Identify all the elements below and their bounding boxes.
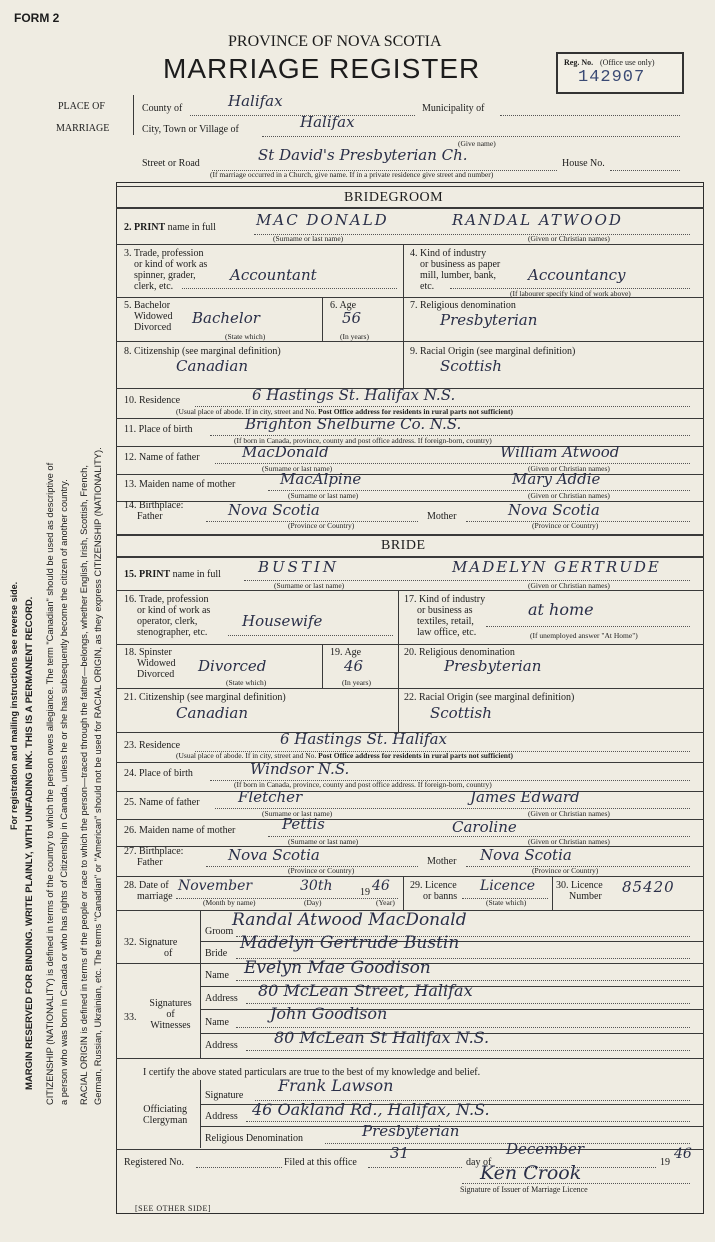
f5-line1: 5. Bachelor [124,300,171,311]
bride-religion: Presbyterian [444,657,542,675]
issuer-signature: Ken Crook [480,1162,582,1184]
f16-line1: 16. Trade, profession [124,594,209,605]
groom-surname: MAC DONALD [256,211,389,229]
margin-definition-4: German, Russian, Ukrainian, etc. The terms "Canadian" or "American" should not be used for RACIAL ORIGIN, as they express CITIZENSHIP (NATIONALITY). [93,447,103,1105]
bride-mother-given: Caroline [452,818,517,836]
filed-year: 46 [674,1146,692,1162]
clergy-label-line2: Clergyman [143,1115,188,1126]
f24-label: 24. Place of birth [124,768,193,779]
bride-citizenship: Canadian [176,704,249,722]
f33-num: 33. [124,1012,137,1023]
f6-label: 6. Age [330,300,357,311]
denomination-label: Religious Denomination [205,1133,304,1144]
residence-note: (Usual place of abode. If in city, street and No. [176,407,317,416]
f4-line4: etc. [420,281,435,292]
bride-mother-given-note: (Given or Christian names) [528,837,610,846]
mother-given-note: (Given or Christian names) [528,491,610,500]
clergy-signature-label: Signature [205,1090,244,1101]
street-note: (If marriage occurred in a Church, give name. If in a private residence give street and number) [210,170,494,179]
f7-label: 7. Religious denomination [410,300,516,311]
f11-label: 11. Place of birth [124,424,193,435]
street-label: Street or Road [142,158,200,169]
bride-residence: 6 Hastings St. Halifax [280,730,447,748]
bride-given-names: MADELYN GERTRUDE [452,558,661,576]
licence-type: Licence [480,878,536,894]
county-value: Halifax [228,92,283,110]
day-of-label: day of [466,1157,492,1168]
bride-years-note: (In years) [342,678,371,687]
groom-religion: Presbyterian [440,311,538,329]
form-label: FORM 2 [14,11,60,25]
margin-definition-2: a person who was born in Canada or who has rights of Citizenship in Canada, unless he or she has subsequently become the citizen of another country. [59,479,69,1105]
groom-father-given: William Atwood [500,443,620,461]
bride-birth-note: (If born in Canada, province, county and post office address. If foreign-born, country) [234,780,492,789]
f17-line2: or business as [417,605,473,616]
day-note: (Day) [304,898,322,907]
marriage-year-prefix: 19 [360,887,370,898]
surname-note: (Surname or last name) [273,234,344,243]
mother-province-note: (Province or Country) [532,521,599,530]
margin-definition-1: CITIZENSHIP (NATIONALITY) is defined in terms of the country to which the person owes allegiance. The term "Canadian" should be used as descriptive of [45,462,55,1105]
bride-racial-origin: Scottish [430,704,492,722]
groom-mother-birthplace: Nova Scotia [508,501,600,519]
f9-label: 9. Racial Origin (see marginal definition) [410,346,576,357]
bride-trade: Housewife [242,612,323,630]
groom-residence: 6 Hastings St. Halifax N.S. [252,386,456,404]
bride-given-note: (Given or Christian names) [528,581,610,590]
groom-father-birthplace: Nova Scotia [228,501,320,519]
filed-month: December [506,1140,585,1158]
father-given-note: (Given or Christian names) [528,464,610,473]
marriage-month: November [178,878,253,894]
f12-label: 12. Name of father [124,452,200,463]
f16-line4: stenographer, etc. [137,627,208,638]
witness1-address-label: Address [205,993,238,1004]
bride-residence-note: (Usual place of abode. If in city, street and No. [176,751,317,760]
groom-mother-label: Mother [427,511,457,522]
clergy-label-line1: Officiating [143,1104,187,1115]
f18-line1: 18. Spinster [124,647,172,658]
bridegroom-heading: BRIDEGROOM [344,190,444,205]
groom-given-names: RANDAL ATWOOD [452,211,623,229]
bride-mother-surname: Pettis [282,815,325,833]
f10-label: 10. Residence [124,395,181,406]
f18-line2: Widowed [137,658,176,669]
province-heading: PROVINCE OF NOVA SCOTIA [228,33,442,50]
marriage-year: 46 [372,878,390,894]
bride-father-given: James Edward [470,788,580,806]
clergy-signature: Frank Lawson [278,1076,394,1095]
f33-line3: Witnesses [150,1020,191,1031]
bride-residence-note-bold: Post Office address for residents in rural parts not sufficient) [318,751,513,760]
groom-signature: Randal Atwood MacDonald [232,910,467,930]
certify-statement: I certify the above stated particulars are true to the best of my knowledge and belief. [143,1067,481,1078]
margin-instructions-1: For registration and mailing instructions see reverse side. [9,581,19,830]
issuer-label: Signature of Issuer of Marriage Licence [460,1185,588,1194]
witness2-name: John Goodison [270,1004,388,1023]
f28-line1: 28. Date of [124,880,169,891]
see-other-side: [SEE OTHER SIDE] [135,1204,211,1213]
groom-age: 56 [342,309,362,327]
f14-line1: 14. Birthplace: [124,500,184,511]
f21-label: 21. Citizenship (see marginal definition) [124,692,286,703]
city-label: City, Town or Village of [142,124,239,135]
place-of-label: PLACE OF [58,101,105,112]
groom-trade: Accountant [230,266,317,284]
bride-sig-label: Bride [205,948,228,959]
f32-line1: 32. Signature [124,937,178,948]
reg-no-note: (Office use only) [600,58,655,67]
bride-status: Divorced [198,657,267,675]
year-note: (Year) [376,898,395,907]
city-value: Halifax [300,113,355,131]
bride-mother-surname-note: (Surname or last name) [288,837,359,846]
registered-no-label: Registered No. [124,1157,184,1168]
reg-no-value: 142907 [578,68,646,87]
witness2-name-label: Name [205,1017,229,1028]
bride-state-note: (State which) [226,678,267,687]
bride-signature: Madelyn Gertrude Bustin [240,933,460,953]
witness1-name: Evelyn Mae Goodison [244,958,431,978]
month-note: (Month by name) [203,898,256,907]
father-province-note: (Province or Country) [288,521,355,530]
f13-label: 13. Maiden name of mother [124,479,236,490]
bride-birthplace: Windsor N.S. [250,760,350,778]
marriage-day: 30th [300,878,333,894]
witness1-address: 80 McLean Street, Halifax [258,981,473,1000]
house-no-label: House No. [562,158,605,169]
labourer-note: (If labourer specify kind of work above) [510,289,631,298]
f33-line2: of [166,1009,175,1020]
birth-note: (If born in Canada, province, county and post office address. If foreign-born, country) [234,436,492,445]
f16-line3: operator, clerk, [137,616,198,627]
bride-father-birthplace: Nova Scotia [228,846,320,864]
bride-father-surname: Fletcher [238,788,303,806]
clergy-address: 46 Oakland Rd., Halifax, N.S. [252,1100,490,1119]
f5-line3: Divorced [134,322,172,333]
f16-line2: or kind of work as [137,605,211,616]
reg-no-label: Reg. No. [564,58,594,67]
marriage-label: MARRIAGE [56,123,110,134]
groom-citizenship: Canadian [176,357,249,375]
groom-mother-surname: MacAlpine [280,470,362,488]
f25-label: 25. Name of father [124,797,200,808]
groom-status: Bachelor [192,309,260,327]
father-surname-note: (Surname or last name) [262,464,333,473]
f29-line1: 29. Licence [410,880,457,891]
unemployed-note: (If unemployed answer "At Home") [530,631,638,640]
f32-line2: of [164,948,173,959]
f28-line2: marriage [137,891,173,902]
clergy-address-label: Address [205,1111,238,1122]
bride-age: 46 [344,657,364,675]
groom-mother-given: Mary Addie [512,470,601,488]
years-note: (In years) [340,332,369,341]
f30-line2: Number [569,891,602,902]
f17-line3: textiles, retail, [417,616,474,627]
f22-label: 22. Racial Origin (see marginal definition) [404,692,575,703]
licence-note: (State which) [486,898,527,907]
f3-line3: spinner, grader, [134,270,196,281]
bride-mother-label: Mother [427,856,457,867]
f30-line1: 30. Licence [556,880,603,891]
licence-number: 85420 [622,878,675,896]
mother-surname-note: (Surname or last name) [288,491,359,500]
f26-label: 26. Maiden name of mother [124,825,236,836]
f23-label: 23. Residence [124,740,181,751]
f17-line4: law office, etc. [417,627,477,638]
f33-line1: Signatures [149,998,192,1009]
margin-instructions-2: MARGIN RESERVED FOR BINDING. WRITE PLAINLY, WITH UNFADING INK. THIS IS A PERMANENT RECORD. [24,596,35,1090]
street-value: St David's Presbyterian Ch. [258,146,468,164]
filed-day: 31 [390,1144,410,1162]
groom-birthplace: Brighton Shelburne Co. N.S. [245,415,462,433]
groom-racial-origin: Scottish [440,357,502,375]
f18-line3: Divorced [137,669,175,680]
clergy-denomination: Presbyterian [362,1122,460,1140]
f3-line4: clerk, etc. [134,281,174,292]
f4-line1: 4. Kind of industry [410,248,487,259]
f19-label: 19. Age [330,647,362,658]
margin-definition-3: RACIAL ORIGIN is defined in terms of the people or race to which the person—traced through the father—belongs, whether English, Irish, Scottish, French, [79,465,89,1105]
filed-label: Filed at this office [284,1157,357,1168]
f15-label: name in full [172,569,221,580]
bride-father-given-note: (Given or Christian names) [528,809,610,818]
registration-number-box [556,52,684,94]
state-note: (State which) [225,332,266,341]
residence-note-bold: Post Office address for residents in rural parts not sufficient) [318,407,513,416]
bride-father-surname-note: (Surname or last name) [262,809,333,818]
f17-line1: 17. Kind of industry [404,594,486,605]
f8-label: 8. Citizenship (see marginal definition) [124,346,281,357]
page-title: MARRIAGE REGISTER [163,53,481,84]
f2-label: name in full [167,222,216,233]
county-label: County of [142,103,183,114]
bride-surname-note: (Surname or last name) [274,581,345,590]
bride-father-province-note: (Province or Country) [288,866,355,875]
f15-print-label: 15. PRINT [124,569,171,580]
bride-surname: BUSTIN [258,558,339,576]
bride-heading: BRIDE [381,538,426,553]
f2-print-label: 2. PRINT [124,222,166,233]
f14-line2: Father [137,511,163,522]
groom-industry: Accountancy [528,266,626,284]
witness2-address-label: Address [205,1040,238,1051]
f27-line2: Father [137,857,163,868]
given-note: (Given or Christian names) [528,234,610,243]
f4-line2: or business as paper [420,259,501,270]
f3-line1: 3. Trade, profession [124,248,204,259]
filed-year-prefix: 19 [660,1157,670,1168]
witness1-name-label: Name [205,970,229,981]
f27-line1: 27. Birthplace: [124,846,184,857]
f29-line2: or banns [423,891,458,902]
municipality-label: Municipality of [422,103,485,114]
f4-line3: mill, lumber, bank, [420,270,496,281]
give-name-note: (Give name) [458,139,496,148]
witness2-address: 80 McLean St Halifax N.S. [274,1028,490,1047]
groom-father-surname: MacDonald [242,443,329,461]
groom-sig-label: Groom [205,926,234,937]
bride-mother-birthplace: Nova Scotia [480,846,572,864]
f20-label: 20. Religious denomination [404,647,515,658]
bride-mother-province-note: (Province or Country) [532,866,599,875]
f3-line2: or kind of work as [134,259,208,270]
bride-industry: at home [528,600,594,619]
f5-line2: Widowed [134,311,173,322]
